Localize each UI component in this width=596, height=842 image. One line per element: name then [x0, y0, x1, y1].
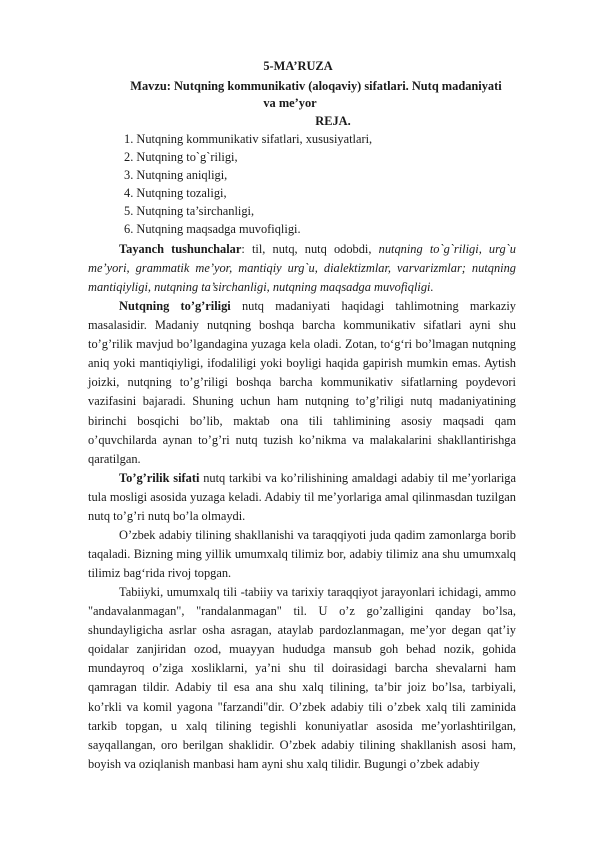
paragraph-lead: Nutqning to’g’riligi	[119, 299, 231, 313]
plan-item: 4. Nutqning tozaligi,	[124, 186, 227, 200]
paragraph-literary-language: O’zbek adabiy tilining shakllanishi va taraqqiyoti juda qadim zamonlarga borib taqaladi. Bizning ming yillik umumxalq tilimiz bor, adabiy tilimiz ana shu umumxalq tilimiz bag‘rida rivoj topgan.	[88, 528, 516, 581]
paragraph-text: nutq madaniyati haqidagi tahlimotning markaziy masalasidir. Madaniy nutqning boshqa barcha kommunikativ sifatlari ayni shu to’g’rilik mavjud bo’lgandagina yuzaga kela oladi. Zotan, to‘g‘ri bo’lmagan nutqning aniq yoki mantiqiyligi, ifodaliligi yoki boyligi haqida gapirish mumkin emas. Aytish joizki, nutqning to’g’riligi boshqa barcha kommunikativ sifatlarning poydevori vazifasini bajaradi. Shuning uchun ham nutqning to’g’riligi nutq madaniyatining birinchi bosqichi bo’lib, maktab ona tili tahlimining asosiy maqsadi qam o’quvchilarda aynan to’g’ri nutq tuzish ko’nikma va malakalarini shakllantirishga qaratilgan.	[88, 299, 517, 466]
keywords-plain: : til, nutq, nutq odobdi,	[241, 242, 379, 256]
paragraph-common-language: Tabiiyki, umumxalq tili -tabiiy va tarixiy taraqqiyot jarayonlari ichidagi, ammo "andavalanmagan", "randalanmagan" til. U o’z go’zalligini qanday bo’lsa, shundayligicha asrlar osha asragan, ataylab pardozlanmagan, me’yor degan qat’iy qoidalar zanjiridan ozod, muayyan hududga mansub goh behad nozik, gohida mundayroq o’ziga xosliklarni, ya’ni shu til doirasidagi barcha shevalarni ham qamragan tildir. Adabiy til esa ana shu xalq tilining, ta’bir joiz bo’lsa, tarbiyali, ko’rkli va komil yagona "farzandi"dir. O’zbek adabiy tili o’zbek xalq tili zaminida tarkib topgan, u xalq tilining tegishli konuniyatlar asosida me’yorlashtirilgan, sayqallangan, oro berilgan shaklidir. O’zbek adabiy tilining shakllanish asosi ham, boyish va oziqlanish manbasi ham ayni shu xalq tilidir. Bugungi o’zbek adabiy	[88, 585, 516, 771]
topic-line-2: va me’yor	[263, 96, 317, 110]
lecture-number: 5-MA’RUZA	[263, 59, 333, 73]
plan-item: 2. Nutqning to`g`riligi,	[124, 150, 238, 164]
paragraph-text: nutq tarkibi va ko’rilishining amaldagi adabiy til me’yorlariga tula mosligi asosida yuzaga keladi. Adabiy til me’yorlariga amal qilinmasdan tuzilgan nutq to’g’ri nutq bo’la olmaydi.	[88, 471, 516, 524]
paragraph-lead: To’g’rilik sifati	[119, 471, 200, 485]
keywords-label: Tayanch tushunchalar	[119, 242, 242, 256]
plan-item: 3. Nutqning aniqligi,	[124, 168, 228, 182]
keywords-terms: nutqning to`g`riligi, urg`u me’yori, grammatik me’yor, mantiqiy urg`u, dialektizmlar, varvarizmlar; nutqning mantiqiyligi, nutqning ta’sirchanligi, nutqning maqsadga muvofiqligi.	[88, 242, 517, 295]
plan-item: 6. Nutqning maqsadga muvofiqligi.	[124, 222, 301, 236]
plan-item: 5. Nutqning ta’sirchanligi,	[124, 204, 255, 218]
keywords-paragraph	[88, 240, 516, 297]
plan-title: REJA.	[315, 114, 351, 128]
topic-line-1: Mavzu: Nutqning kommunikativ (aloqaviy) sifatlari. Nutq madaniyati	[130, 79, 502, 93]
paragraph-correctness	[88, 297, 516, 469]
plan-item: 1. Nutqning kommunikativ sifatlari, xususiyatlari,	[124, 132, 373, 146]
paragraph-correctness-quality	[88, 469, 516, 526]
